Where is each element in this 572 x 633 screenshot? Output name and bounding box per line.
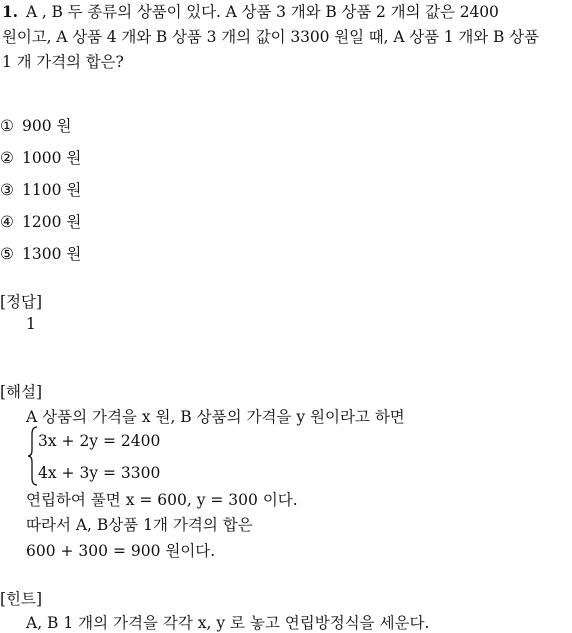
explanation-line-3: 따라서 A, B상품 1개 가격의 합은 bbox=[26, 516, 253, 534]
question-line-3: 1 개 가격의 합은? bbox=[2, 53, 124, 71]
explanation-line-4: 600 + 300 = 900 원이다. bbox=[26, 542, 216, 560]
choice-2-mark: ② bbox=[0, 149, 14, 167]
choice-3-text: 1100 원 bbox=[22, 181, 82, 199]
choice-5-text: 1300 원 bbox=[22, 245, 82, 263]
choice-3-mark: ③ bbox=[0, 181, 14, 199]
choice-1-mark: ① bbox=[0, 117, 14, 135]
explanation-line-1: A 상품의 가격을 x 원, B 상품의 가격을 y 원이라고 하면 bbox=[26, 408, 405, 426]
choice-1-text: 900 원 bbox=[22, 117, 72, 135]
system-brace bbox=[28, 426, 38, 486]
choice-4-mark: ④ bbox=[0, 213, 14, 231]
question-text-1: A , B 두 종류의 상품이 있다. A 상품 3 개와 B 상품 2 개의 값은 2400 bbox=[25, 3, 499, 21]
hint-label: [힌트] bbox=[0, 590, 43, 608]
explanation-line-2: 연립하여 풀면 x = 600, y = 300 이다. bbox=[26, 491, 298, 509]
choice-3[interactable] bbox=[0, 178, 81, 200]
question-line-1 bbox=[2, 0, 499, 22]
choice-4[interactable] bbox=[0, 210, 81, 232]
question-line-2: 원이고, A 상품 4 개와 B 상품 3 개의 값이 3300 원일 때, A 상품 1 개와 B 상품 bbox=[2, 28, 539, 46]
equation-1: 3x + 2y = 2400 bbox=[38, 432, 161, 450]
choice-2[interactable] bbox=[0, 146, 81, 168]
choice-1[interactable] bbox=[0, 114, 72, 136]
answer-label: [정답] bbox=[0, 293, 43, 311]
explanation-label: [해설] bbox=[0, 383, 43, 401]
choice-5-mark: ⑤ bbox=[0, 245, 14, 263]
choice-5[interactable] bbox=[0, 242, 81, 264]
question-number: 1. bbox=[2, 2, 18, 21]
hint-line-1: A, B 1 개의 가격을 각각 x, y 로 놓고 연립방정식을 세운다. bbox=[26, 614, 430, 632]
choice-4-text: 1200 원 bbox=[22, 213, 82, 231]
equation-2: 4x + 3y = 3300 bbox=[38, 464, 161, 482]
choice-2-text: 1000 원 bbox=[22, 149, 82, 167]
answer-value: 1 bbox=[26, 315, 36, 333]
